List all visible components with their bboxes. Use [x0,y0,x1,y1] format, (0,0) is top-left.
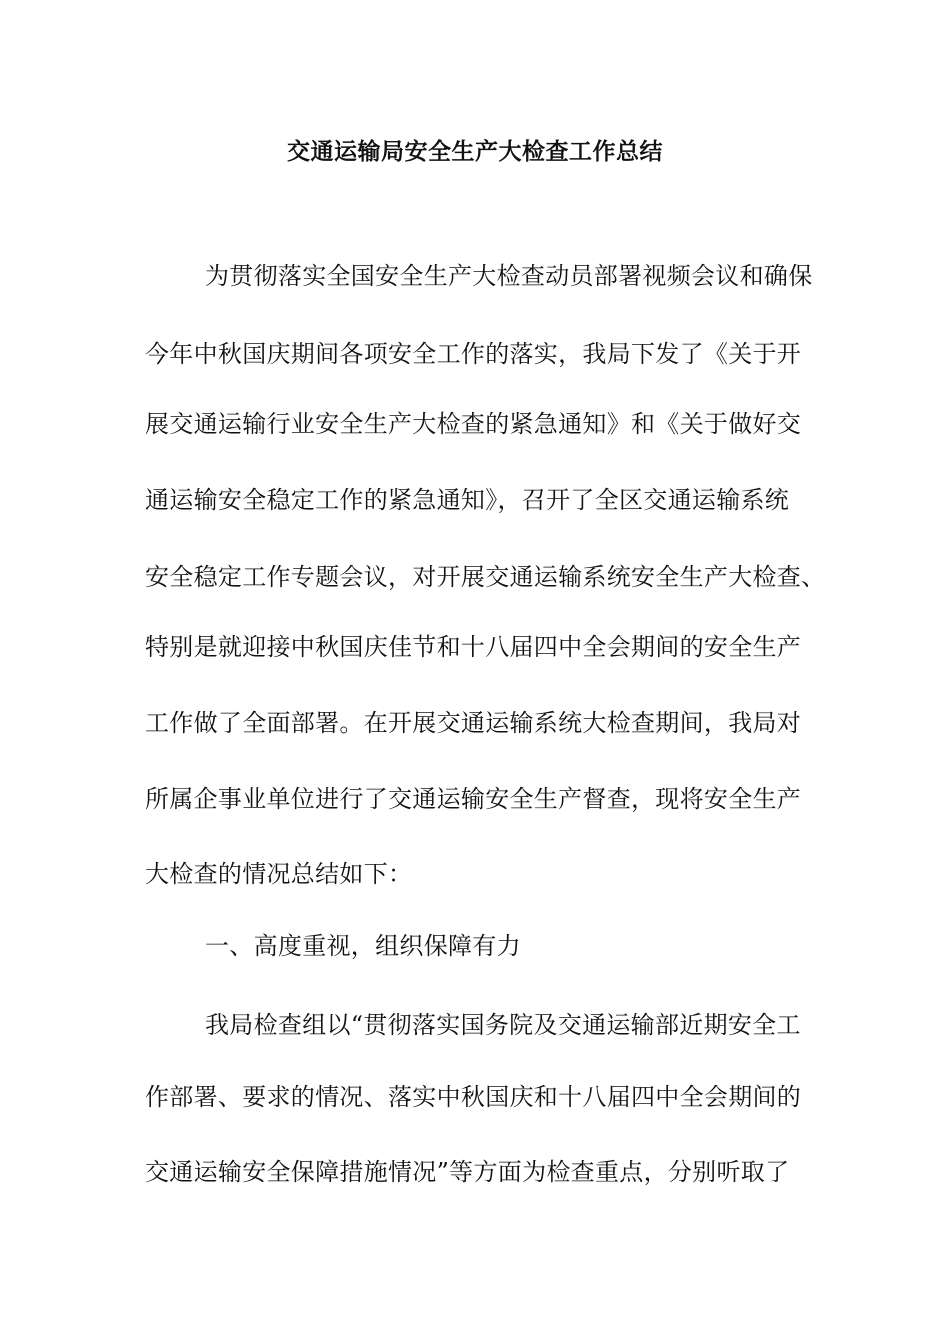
paragraph-line: 大检查的情况总结如下： [145,860,413,888]
paragraph-line: 作部署、要求的情况、落实中秋国庆和十八届四中全会期间的 [145,1083,802,1111]
paragraph-line: 所属企事业单位进行了交通运输安全生产督查，现将安全生产 [145,785,802,813]
document-title: 交通运输局安全生产大检查工作总结 [287,139,663,165]
paragraph-line: 我局检查组以“贯彻落实国务院及交通运输部近期安全工 [205,1011,801,1039]
paragraph-line: 交通运输安全保障措施情况”等方面为检查重点，分别听取了 [145,1158,790,1186]
paragraph-line: 为贯彻落实全国安全生产大检查动员部署视频会议和确保 [205,262,813,290]
paragraph-line: 安全稳定工作专题会议，对开展交通运输系统安全生产大检查、 [145,563,826,591]
paragraph-line: 展交通运输行业安全生产大检查的紧急通知》和《关于做好交 [145,410,802,438]
paragraph-line: 通运输安全稳定工作的紧急通知》，召开了全区交通运输系统 [145,486,790,514]
paragraph-line: 工作做了全面部署。在开展交通运输系统大检查期间，我局对 [145,709,802,737]
paragraph-line: 今年中秋国庆期间各项安全工作的落实，我局下发了《关于开 [145,340,802,368]
paragraph-line: 特别是就迎接中秋国庆佳节和十八届四中全会期间的安全生产 [145,633,802,661]
section-heading: 一、高度重视，组织保障有力 [205,932,521,960]
